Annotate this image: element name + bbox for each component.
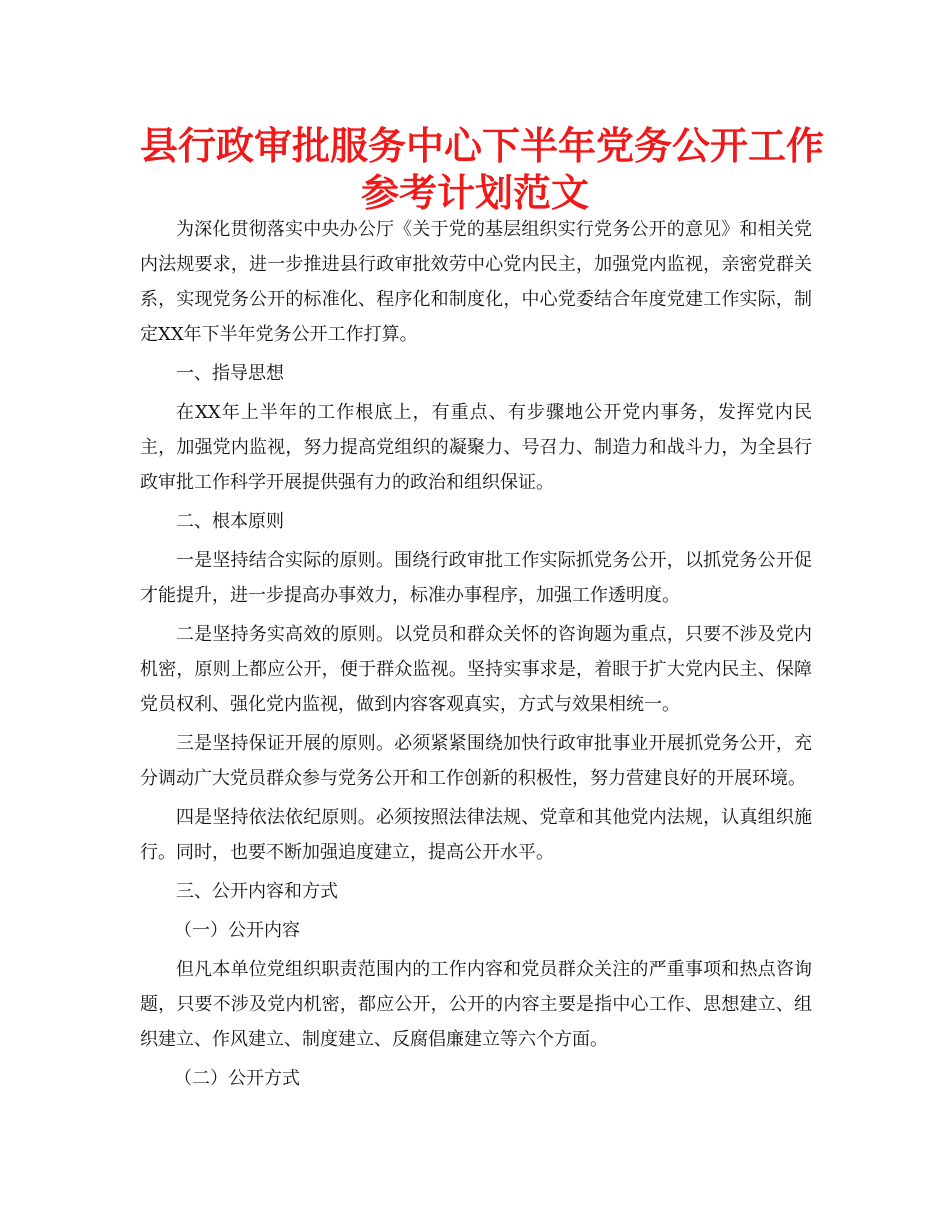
principle-paragraph-2: 二是坚持务实高效的原则。以党员和群众关怀的咨询题为重点，只要不涉及党内机密，原则上都应公开，便于群众监视。坚持实事求是，着眼于扩大党内民主、保障党员权利、强化党内监视，做到内容客观真实，方式与效果相统一。 — [140, 624, 812, 715]
subsection-heading-content: （一）公开内容 — [174, 920, 300, 941]
section-heading-guiding-ideology: 一、指导思想 — [176, 363, 284, 384]
section-heading-content-and-methods: 三、公开内容和方式 — [176, 881, 338, 902]
principle-paragraph-3: 三是坚持保证开展的原则。必须紧紧围绕加快行政审批事业开展抓党务公开，充分调动广大党员群众参与党务公开和工作创新的积极性，努力营建良好的开展环境。 — [140, 733, 812, 789]
guiding-ideology-paragraph: 在XX年上半年的工作根底上，有重点、有步骤地公开党内事务，发挥党内民主，加强党内监视，努力提高党组织的凝聚力、号召力、制造力和战斗力，为全县行政审批工作科学开展提供强有力的政治和组织保证。 — [140, 402, 812, 493]
document-body — [140, 212, 812, 1100]
principle-paragraph-1: 一是坚持结合实际的原则。围绕行政审批工作实际抓党务公开，以抓党务公开促才能提升，进一步提高办事效力，标准办事程序，加强工作透明度。 — [140, 550, 812, 606]
subsection-heading-methods: （二）公开方式 — [174, 1068, 300, 1089]
document-title-line-1: 县行政审批服务中心下半年党务公开工作 — [140, 124, 825, 168]
intro-paragraph: 为深化贯彻落实中央办公厅《关于党的基层组织实行党务公开的意见》和相关党内法规要求，进一步推进县行政审批效劳中心党内民主，加强党内监视，亲密党群关系，实现党务公开的标准化、程序化和制度化，中心党委结合年度党建工作实际，制定XX年下半年党务公开工作打算。 — [140, 219, 812, 345]
document-title-line-2: 参考计划范文 — [360, 171, 589, 215]
principle-paragraph-4: 四是坚持依法依纪原则。必须按照法律法规、党章和其他党内法规，认真组织施行。同时，也要不断加强追度建立，提高公开水平。 — [140, 807, 812, 863]
content-paragraph: 但凡本单位党组织职责范围内的工作内容和党员群众关注的严重事项和热点咨询题，只要不涉及党内机密，都应公开，公开的内容主要是指中心工作、思想建立、组织建立、作风建立、制度建立、反腐倡廉建立等六个方面。 — [140, 959, 812, 1050]
section-heading-basic-principles: 二、根本原则 — [176, 511, 284, 532]
